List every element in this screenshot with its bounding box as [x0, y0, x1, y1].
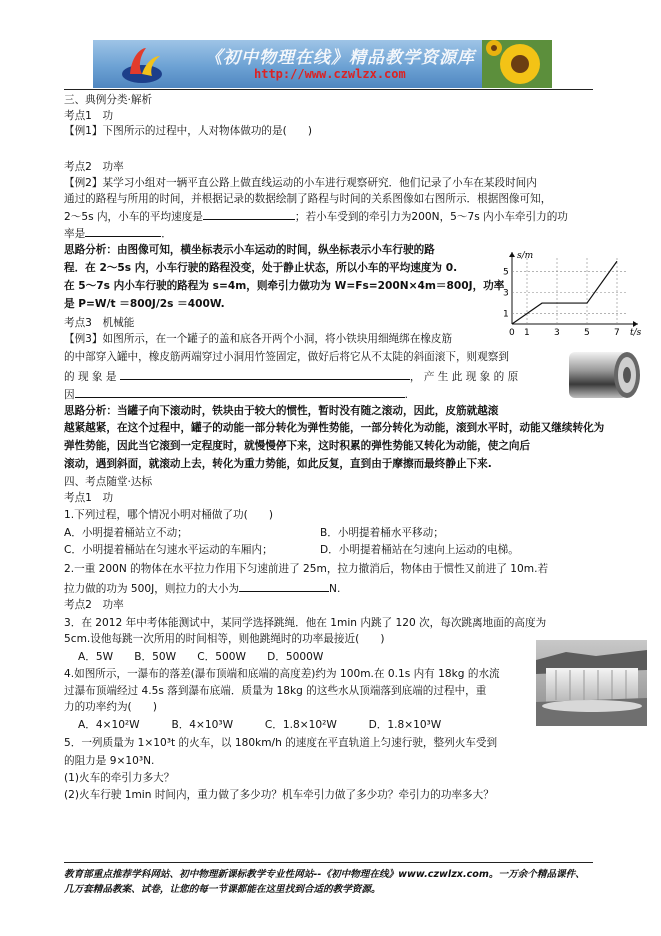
analysis-line: 滚动，遇到斜面，就滚动上去，转化为重力势能，如此反复，直到由于摩擦而最终静止下来. — [64, 458, 492, 470]
x-axis-arrow-icon — [633, 321, 638, 327]
example-3-line: 【例3】如图所示，在一个罐子的盖和底各开两个小洞，将小铁块用细绳绑在橡皮筋 — [64, 333, 453, 345]
topic-label: 考点3 机械能 — [64, 317, 135, 329]
example-3-line — [64, 368, 518, 384]
question-2-text: N. — [329, 583, 341, 595]
can-photo — [561, 340, 647, 408]
x-tick-label: 5 — [584, 328, 590, 336]
option-b[interactable]: B．小明提着桶水平移动； — [320, 527, 444, 539]
question-4-line: 4.如图所示，一瀑布的落差(瀑布顶端和底端的高度差)约为 100m.在 0.1s 内有 18kg 的水流 — [64, 668, 500, 680]
example-3-text: . — [404, 389, 408, 401]
analysis-line: 是 P=W/t ＝800J/2s ＝400W. — [64, 298, 225, 310]
example-3-text: 因 — [64, 389, 75, 401]
question-5-sub-2: (2)火车行驶 1min 时间内，重力做了多少功？机车牵引力做了多少功？牵引力的功率多大？ — [64, 789, 494, 801]
analysis-line: 思路分析：当罐子向下滚动时，铁块由于较大的惯性，暂时没有随之滚动，因此，皮筋就越滚 — [64, 405, 499, 417]
question-5-line: 5．一列质量为 1×10³t 的火车，以 180km/h 的速度在平直轨道上匀速行驶，整列火车受到 — [64, 737, 498, 749]
question-2-text: 拉力做的功为 500J，则拉力的大小为 — [64, 583, 240, 595]
y-axis-label: s/m — [517, 251, 534, 261]
example-2-text: ；若小车受到的牵引力为200N，5～7s 内小车牵引力的功 — [294, 211, 568, 223]
footer-line: 几万套精品教案、试卷，让您的每一节课都能在这里找到合适的教学资源。 — [64, 884, 381, 895]
question-2-line: 2.一重 200N 的物体在水平拉力作用下匀速前进了 25m，拉力撤消后，物体由于惯性又前进了 10m.若 — [64, 563, 549, 575]
example-2-text: 2～5s 内，小车的平均速度是 — [64, 211, 203, 223]
question-4-options[interactable]: A．4×10²W B．4×10³W C．1.8×10²W D．1.8×10³W — [78, 719, 442, 731]
example-3-text: ， 产 生 此 现 象 的 原 — [409, 371, 519, 383]
y-axis-arrow-icon — [509, 252, 515, 257]
example-3-line: 的中部穿入罐中，橡皮筋两端穿过小洞用竹签固定，做好后将它从不太陡的斜面滚下，则观察到 — [64, 351, 509, 363]
analysis-line: 思路分析：由图像可知，横坐标表示小车运动的时间，纵坐标表示小车行驶的路 — [64, 244, 435, 256]
example-2-line: 【例2】某学习小组对一辆平直公路上做直线运动的小车进行观察研究．他们记录了小车在某段时间内 — [64, 177, 537, 189]
topic-label: 考点1 功 — [64, 492, 114, 504]
section-heading: 三、典例分类·解析 — [64, 94, 153, 106]
example-2-line: 通过的路程与所用的时间，并根据记录的数据绘制了路程与时间的关系图像如右图所示．根据图像可知， — [64, 193, 552, 205]
question-3-line: 5cm.设他每跳一次所用的时间相等，则他跳绳时的功率最接近( ) — [64, 633, 385, 645]
example-2-line — [64, 208, 568, 224]
option-d[interactable]: D．小明提着桶站在匀速向上运动的电梯。 — [320, 544, 519, 556]
answer-blank[interactable] — [120, 368, 410, 380]
example-3-text: 的 现 象 是 — [64, 371, 117, 383]
distance-time-chart — [498, 248, 646, 336]
answer-blank[interactable] — [203, 208, 295, 220]
option-c[interactable]: C．小明提着桶站在匀速水平运动的车厢内； — [64, 544, 273, 556]
example-1: 【例1】下图所示的过程中，人对物体做功的是( ) — [64, 125, 313, 137]
question-3-options[interactable]: A．5W B．50W C．500W D．5000W — [78, 651, 324, 663]
question-5-line: 的阻力是 9×10³N. — [64, 755, 155, 767]
banner-title: 《初中物理在线》精品教学资源库 — [205, 48, 475, 68]
waterfall-photo — [536, 640, 647, 726]
y-tick-label: 5 — [503, 267, 509, 278]
topic-label: 考点2 功率 — [64, 599, 124, 611]
topic-label: 考点2 功率 — [64, 161, 124, 173]
y-tick-label: 1 — [503, 309, 509, 320]
question-3-line: 3．在 2012 年中考体能测试中，某同学选择跳绳．他在 1min 内跳了 120 次，每次跳离地面的高度为 — [64, 617, 547, 629]
footer-line: 教育部重点推荐学科网站、初中物理新课标教学专业性网站--《初中物理在线》www.czwlzx.com。一万余个精品课件、 — [64, 869, 585, 880]
x-tick-label: 1 — [524, 328, 530, 336]
option-a[interactable]: A．小明提着桶站立不动； — [64, 527, 188, 539]
site-logo-icon — [120, 44, 164, 86]
question-4-line: 力的功率约为( ) — [64, 701, 158, 713]
question-5-sub-1: (1)火车的牵引力多大？ — [64, 772, 175, 784]
answer-blank[interactable] — [85, 225, 161, 237]
x-axis-label: t/s — [630, 328, 642, 336]
analysis-line: 弹性势能，因此当它滚到一定程度时，就慢慢停下来，这时积累的弹性势能又转化为动能，使之向后 — [64, 440, 531, 452]
answer-blank[interactable] — [239, 580, 329, 592]
y-tick-label: 3 — [503, 288, 509, 299]
question-2-line — [64, 580, 340, 596]
header-banner — [93, 40, 552, 88]
sunflower-icon — [482, 40, 552, 88]
example-2-text: 率是 — [64, 228, 86, 240]
question-1: 1.下列过程，哪个情况小明对桶做了功( ) — [64, 509, 274, 521]
example-2-line — [64, 225, 172, 241]
section-heading: 四、考点随堂·达标 — [64, 476, 153, 488]
x-tick-label: 7 — [614, 328, 620, 336]
footer-rule — [64, 862, 593, 863]
x-tick-label: 3 — [554, 328, 560, 336]
example-3-line — [64, 386, 408, 402]
topic-label: 考点1 功 — [64, 110, 114, 122]
header-rule — [64, 89, 593, 90]
example-2-text: ． — [161, 228, 172, 240]
x-tick-label: 0 — [509, 328, 515, 336]
question-4-line: 过瀑布顶端经过 4.5s 落到瀑布底端．质量为 18kg 的这些水从顶端落到底端的过程中，重 — [64, 685, 487, 697]
banner-url: http://www.czwlzx.com — [254, 67, 406, 81]
analysis-line: 在 5～7s 内小车行驶的路程为 s=4m，则牵引力做功为 W=Fs=200N×4m＝800J，功率 — [64, 280, 505, 292]
answer-blank[interactable] — [75, 386, 405, 398]
analysis-line: 程．在 2～5s 内，小车行驶的路程没变，处于静止状态，所以小车的平均速度为 0. — [64, 262, 458, 274]
analysis-line: 越紧越紧，在这个过程中，罐子的动能一部分转化为弹性势能，一部分转化为动能，滚到水平时，动能又继续转化为 — [64, 422, 605, 434]
